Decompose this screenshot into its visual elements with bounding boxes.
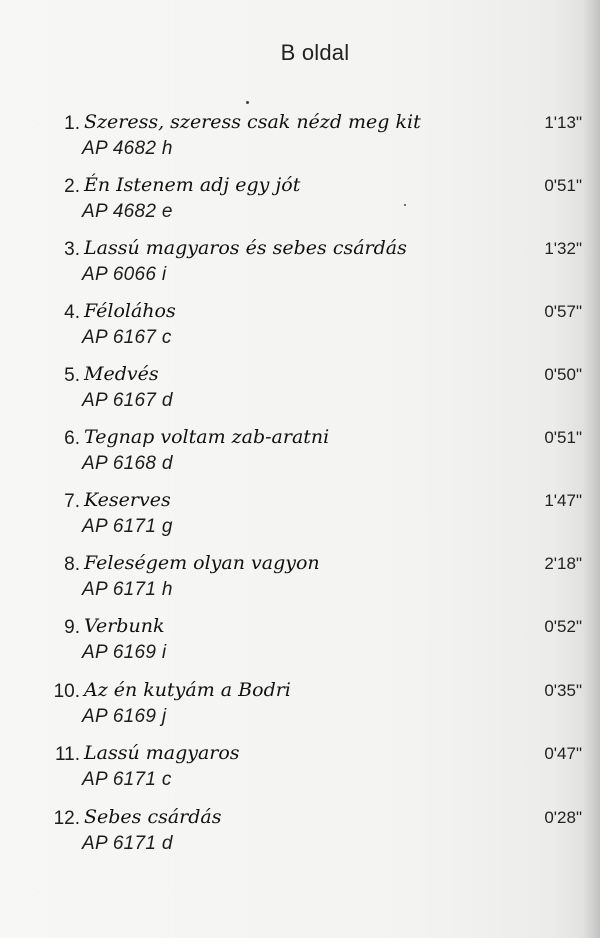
track-code: AP 6066 i <box>82 264 167 285</box>
track-code: AP 6171 c <box>82 769 172 790</box>
track-number: 11. <box>54 744 80 765</box>
track-title: Szeress, szeress csak nézd meg kit <box>84 111 421 133</box>
track-title: Medvés <box>84 363 159 385</box>
track-code: AP 6171 h <box>82 579 173 600</box>
track-number: 3. <box>64 239 80 260</box>
track-title: Féloláhos <box>84 300 176 322</box>
track-number: 6. <box>64 428 80 449</box>
track-item <box>0 365 600 425</box>
track-duration: 0'51" <box>544 176 582 195</box>
track-title: Az én kutyám a Bodri <box>84 679 291 701</box>
track-duration: 1'32" <box>544 239 582 258</box>
track-duration: 1'13" <box>544 113 582 132</box>
track-duration: 1'47" <box>544 491 582 510</box>
track-code: AP 6171 g <box>82 516 173 537</box>
track-title: Keserves <box>84 489 171 511</box>
track-duration: 0'51" <box>544 428 582 447</box>
track-number: 5. <box>64 365 80 386</box>
track-item <box>0 491 600 551</box>
track-number: 7. <box>64 491 80 512</box>
track-item <box>0 617 600 677</box>
track-item <box>0 302 600 362</box>
track-item <box>0 744 600 804</box>
track-item <box>0 554 600 614</box>
track-code: AP 4682 h <box>82 138 173 159</box>
track-code: AP 6168 d <box>82 453 173 474</box>
page-title: B oldal <box>280 40 350 65</box>
track-number: 9. <box>64 617 80 638</box>
track-title: Tegnap voltam zab-aratni <box>84 426 330 448</box>
track-number: 8. <box>64 554 80 575</box>
track-item <box>0 681 600 741</box>
track-title: Feleségem olyan vagyon <box>84 552 320 574</box>
track-code: AP 6169 i <box>82 642 167 663</box>
track-duration: 0'35" <box>544 681 582 700</box>
track-item <box>0 428 600 488</box>
track-code: AP 6171 d <box>82 833 173 854</box>
track-number: 12. <box>53 808 80 829</box>
track-item <box>0 113 600 173</box>
speck <box>246 101 249 104</box>
track-title: Sebes csárdás <box>84 806 222 828</box>
track-duration: 0'47" <box>544 744 582 763</box>
track-code: AP 4682 e <box>82 201 173 222</box>
track-item <box>0 808 600 868</box>
track-duration: 0'28" <box>544 808 582 827</box>
track-code: AP 6167 c <box>82 327 172 348</box>
track-duration: 2'18" <box>544 554 582 573</box>
track-duration: 0'52" <box>544 617 582 636</box>
track-title: Én Istenem adj egy jót <box>84 174 301 196</box>
track-item <box>0 176 600 236</box>
track-item <box>0 239 600 299</box>
track-code: AP 6167 d <box>82 390 173 411</box>
track-number: 4. <box>64 302 80 323</box>
track-number: 2. <box>64 176 80 197</box>
track-number: 10. <box>53 681 80 702</box>
track-duration: 0'50" <box>544 365 582 384</box>
track-title: Verbunk <box>84 615 165 637</box>
track-code: AP 6169 j <box>82 706 167 727</box>
track-title: Lassú magyaros és sebes csárdás <box>84 237 407 259</box>
track-title: Lassú magyaros <box>84 742 240 764</box>
track-number: 1. <box>64 113 80 134</box>
track-duration: 0'57" <box>544 302 582 321</box>
